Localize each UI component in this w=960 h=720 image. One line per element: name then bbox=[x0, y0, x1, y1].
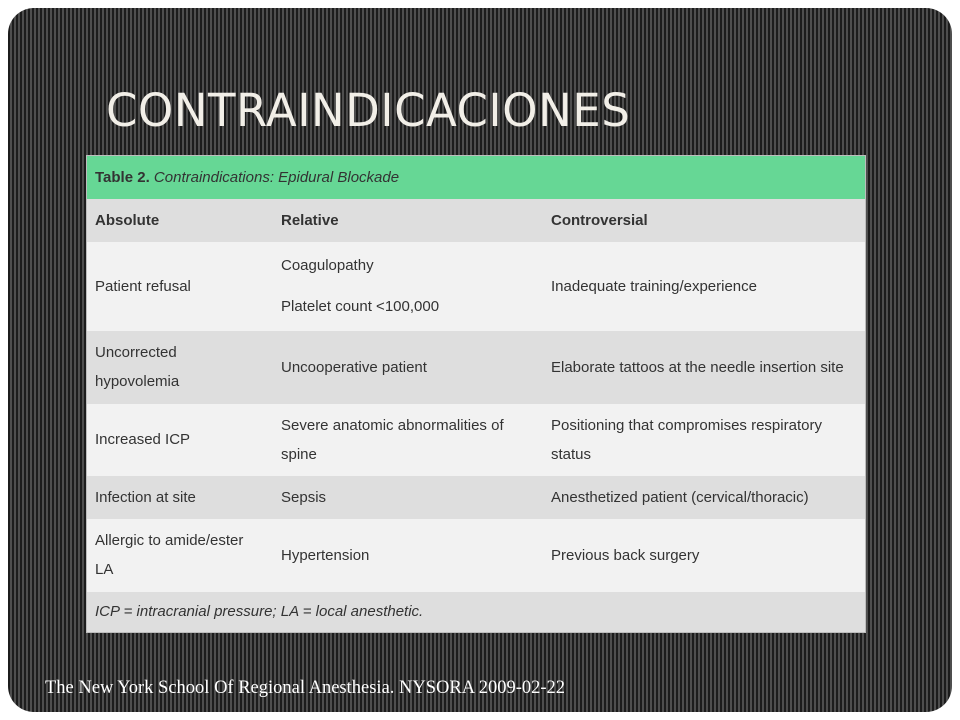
cell-controversial: Previous back surgery bbox=[543, 519, 865, 592]
slide bbox=[8, 8, 952, 712]
column-header-relative: Relative bbox=[273, 199, 543, 241]
cell-relative: Hypertension bbox=[273, 519, 543, 592]
cell-relative: Severe anatomic abnormalities of spine bbox=[273, 404, 543, 477]
cell-controversial: Anesthetized patient (cervical/thoracic) bbox=[543, 476, 865, 518]
cell-controversial: Elaborate tattoos at the needle insertion site bbox=[543, 331, 865, 404]
table-footnote-row bbox=[87, 592, 865, 633]
table-row bbox=[87, 519, 865, 592]
table-caption-label: Table 2. bbox=[95, 169, 150, 187]
cell-relative: Uncooperative patient bbox=[273, 331, 543, 404]
table-caption-row bbox=[87, 156, 865, 199]
table-row bbox=[87, 331, 865, 404]
slide-footer-citation: The New York School Of Regional Anesthesia. NYSORA 2009-02-22 bbox=[45, 678, 566, 698]
table-caption bbox=[87, 156, 865, 199]
slide-title: CONTRAINDICACIONES bbox=[106, 84, 631, 137]
table-header-row bbox=[87, 199, 865, 241]
table-caption-text: Contraindications: Epidural Blockade bbox=[153, 169, 400, 187]
cell-relative bbox=[273, 242, 543, 331]
cell-relative: Sepsis bbox=[273, 476, 543, 518]
column-header-absolute: Absolute bbox=[87, 199, 273, 241]
table-grid bbox=[87, 156, 865, 632]
cell-absolute: Infection at site bbox=[87, 476, 273, 518]
table-row bbox=[87, 476, 865, 518]
cell-controversial: Positioning that compromises respiratory status bbox=[543, 404, 865, 477]
table-footnote: ICP = intracranial pressure; LA = local anesthetic. bbox=[87, 592, 865, 633]
table-row bbox=[87, 242, 865, 331]
cell-absolute: Patient refusal bbox=[87, 242, 273, 331]
cell-absolute: Increased ICP bbox=[87, 404, 273, 477]
cell-controversial: Inadequate training/experience bbox=[543, 242, 865, 331]
cell-absolute: Uncorrected hypovolemia bbox=[87, 331, 273, 404]
cell-absolute: Allergic to amide/ester LA bbox=[87, 519, 273, 592]
cell-relative-line: Coagulopathy bbox=[281, 256, 374, 274]
column-header-controversial: Controversial bbox=[543, 199, 865, 241]
table-row bbox=[87, 404, 865, 477]
contraindications-table bbox=[87, 156, 865, 632]
cell-relative-line: Platelet count <100,000 bbox=[281, 297, 440, 315]
